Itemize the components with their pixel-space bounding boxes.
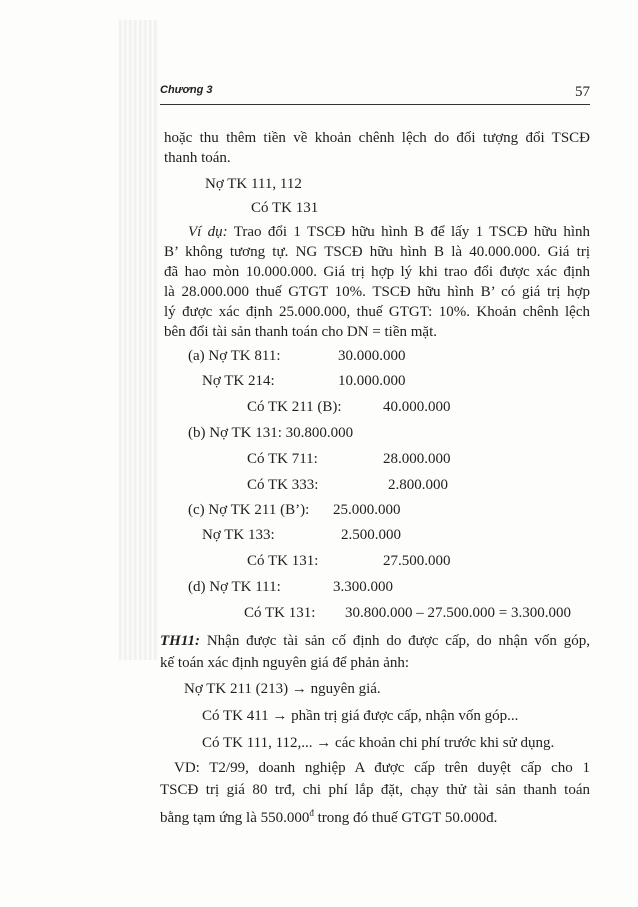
entry-label: Có TK 131: <box>247 553 319 569</box>
text-line <box>160 803 497 828</box>
text-line: kế toán xác định nguyên giá để phản ảnh: <box>160 655 410 671</box>
entry-value: 40.000.000 <box>383 399 451 415</box>
entry-value: 28.000.000 <box>383 451 451 467</box>
entry-value: 10.000.000 <box>338 373 406 389</box>
entry-label: Có TK 711: <box>247 451 318 467</box>
text-line: đã hao mòn 10.000.000. Giá trị hợp lý khi trao đổi được xác định <box>164 264 590 280</box>
entry-value: 3.300.000 <box>333 579 393 595</box>
entry-label: Có TK 211 (B): <box>247 399 342 415</box>
text-line: bên đổi tài sản thanh toán cho DN = tiền mặt. <box>164 324 437 340</box>
entry-value: 30.800.000 – 27.500.000 = 3.300.000 <box>345 605 571 621</box>
page-header <box>160 84 590 106</box>
binding-shadow <box>118 20 158 660</box>
th11-label: TH11: <box>160 633 200 649</box>
entry-label: (c) Nợ TK 211 (B’): <box>188 502 310 518</box>
entry-value: 27.500.000 <box>383 553 451 569</box>
entry-label: Nợ TK 214: <box>202 373 275 389</box>
example-label: Ví dụ: <box>188 224 228 240</box>
text-line: VD: T2/99, doanh nghiệp A được cấp trên duyệt cấp cho 1 <box>174 760 590 776</box>
entry-label: (d) Nợ TK 111: <box>188 579 281 595</box>
example-line <box>188 222 590 242</box>
text-fragment: bằng tạm ứng là 550.000 <box>160 810 310 826</box>
entry-label: (a) Nợ TK 811: <box>188 348 281 364</box>
th11-text: Nhận được tài sản cố định do được cấp, do nhận vốn góp, <box>206 633 591 649</box>
text-fragment: trong đó thuế GTGT 50.000đ. <box>313 810 498 826</box>
th11-line <box>160 631 590 651</box>
journal-entry: Nợ TK 111, 112 <box>205 176 302 192</box>
header-rule <box>160 104 590 105</box>
chapter-label: Chương 3 <box>160 84 213 96</box>
journal-entry: Có TK 131 <box>251 200 319 216</box>
text-line: B’ không tương tự. NG TSCĐ hữu hình B là 40.000.000. Giá trị <box>164 244 590 260</box>
superscript: đ <box>309 808 314 818</box>
entry-label: Có TK 131: <box>244 605 316 621</box>
journal-entry: Có TK 411 → phần trị giá được cấp, nhận vốn góp... <box>202 708 519 724</box>
example-text: Trao đổi 1 TSCĐ hữu hình B để lấy 1 TSCĐ hữu hình <box>233 224 591 240</box>
entry-value: 2.500.000 <box>341 527 401 543</box>
journal-entry: Nợ TK 211 (213) → nguyên giá. <box>184 681 381 697</box>
entry-value: 25.000.000 <box>333 502 401 518</box>
page-number: 57 <box>575 84 590 100</box>
entry-value: 2.800.000 <box>388 477 448 493</box>
entry-label: (b) Nợ TK 131: 30.800.000 <box>188 425 354 441</box>
journal-entry: Có TK 111, 112,... → các khoản chi phí trước khi sử dụng. <box>202 735 555 751</box>
text-line: hoặc thu thêm tiền về khoản chênh lệch do đối tượng đổi TSCĐ <box>164 130 590 146</box>
entry-label: Có TK 333: <box>247 477 319 493</box>
text-line: thanh toán. <box>164 150 231 166</box>
text-line: lý được xác định 25.000.000, thuế GTGT: 10%. Khoản chênh lệch <box>164 304 590 320</box>
entry-label: Nợ TK 133: <box>202 527 275 543</box>
entry-value: 30.000.000 <box>338 348 406 364</box>
text-line: TSCĐ trị giá 80 trđ, chi phí lắp đặt, chạy thử tài sản thanh toán <box>160 782 590 798</box>
text-line: là 28.000.000 thuế GTGT 10%. TSCĐ hữu hình B’ có giá trị hợp <box>164 284 590 300</box>
